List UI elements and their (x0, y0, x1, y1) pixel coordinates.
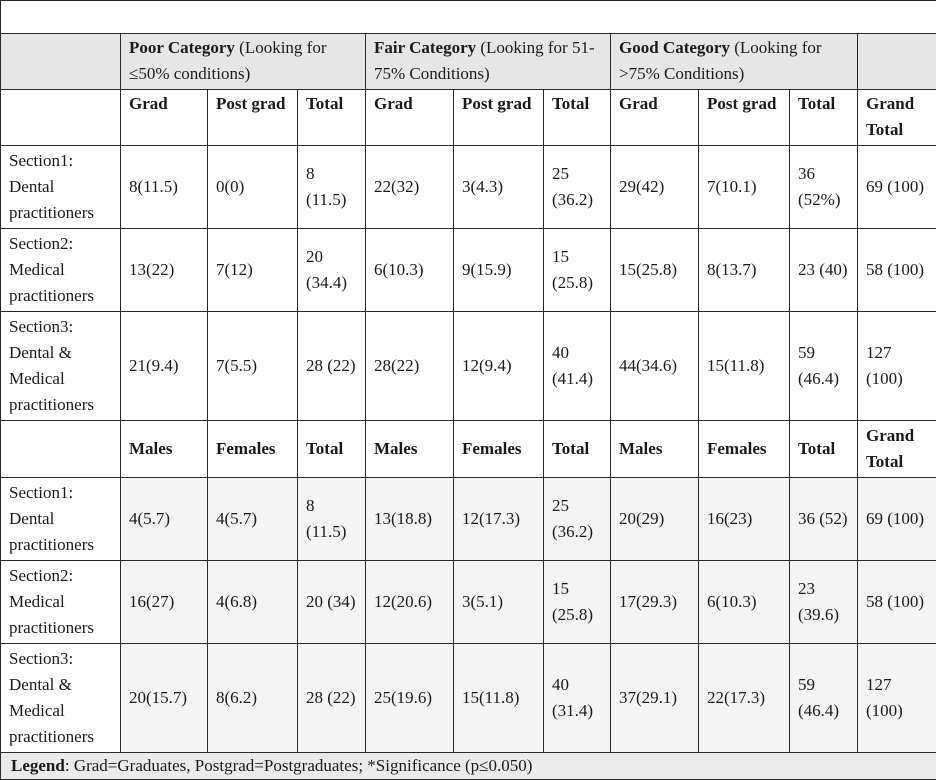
data-cell: 28 (22) (298, 644, 366, 753)
data-cell: 22(32) (366, 146, 454, 229)
col-header-postgrad: Post grad (208, 90, 298, 146)
data-cell: 127 (100) (858, 312, 936, 421)
table-title-row (1, 1, 936, 34)
col-header-females: Females (699, 421, 790, 478)
category-desc: (Looking for >75% Conditions) (619, 38, 822, 83)
data-cell: 3(5.1) (454, 561, 544, 644)
table-row (1, 229, 936, 312)
data-cell: 9(15.9) (454, 229, 544, 312)
data-cell: 13(22) (121, 229, 208, 312)
data-cell: 12(20.6) (366, 561, 454, 644)
col-header-postgrad: Post grad (454, 90, 544, 146)
data-cell: 25 (36.2) (544, 478, 611, 561)
col-header-grad: Grad (121, 90, 208, 146)
category-desc: (Looking for 51-75% Conditions) (374, 38, 595, 83)
table-row (1, 478, 936, 561)
data-cell: 20 (34.4) (298, 229, 366, 312)
empty-corner-cell (1, 34, 121, 90)
col-header-females: Females (208, 421, 298, 478)
data-cell: 7(10.1) (699, 146, 790, 229)
empty-grand-header (858, 34, 936, 90)
col-header-males: Males (611, 421, 699, 478)
data-cell: 28 (22) (298, 312, 366, 421)
col-header-grad: Grad (611, 90, 699, 146)
data-cell: 37(29.1) (611, 644, 699, 753)
data-cell: 36 (52%) (790, 146, 858, 229)
legend-cell (1, 753, 936, 780)
education-subheader-row (1, 90, 936, 146)
data-cell: 4(5.7) (121, 478, 208, 561)
data-cell: 7(12) (208, 229, 298, 312)
data-cell: 23 (40) (790, 229, 858, 312)
data-cell: 40 (31.4) (544, 644, 611, 753)
empty-section-header (1, 90, 121, 146)
data-cell: 4(5.7) (208, 478, 298, 561)
section-label: Section3: Dental & Medical practitioners (1, 312, 121, 421)
category-name: Good Category (619, 38, 730, 57)
col-header-grand-total: Grand Total (858, 90, 936, 146)
category-fair-header (366, 34, 611, 90)
data-cell: 58 (100) (858, 229, 936, 312)
table-row (1, 561, 936, 644)
data-cell: 25(19.6) (366, 644, 454, 753)
category-good-header (611, 34, 858, 90)
data-cell: 44(34.6) (611, 312, 699, 421)
section-label: Section1: Dental practitioners (1, 146, 121, 229)
data-cell: 59 (46.4) (790, 312, 858, 421)
data-cell: 21(9.4) (121, 312, 208, 421)
legend-text: : Grad=Graduates, Postgrad=Postgraduates; *Significance (p≤0.050) (65, 756, 533, 775)
data-cell: 17(29.3) (611, 561, 699, 644)
section-label: Section2: Medical practitioners (1, 561, 121, 644)
col-header-males: Males (366, 421, 454, 478)
legend-row (1, 753, 936, 780)
data-cell: 22(17.3) (699, 644, 790, 753)
data-cell: 3(4.3) (454, 146, 544, 229)
data-cell: 8(13.7) (699, 229, 790, 312)
data-cell: 12(17.3) (454, 478, 544, 561)
col-header-grad: Grad (366, 90, 454, 146)
legend-label: Legend (11, 756, 65, 775)
data-cell: 20(15.7) (121, 644, 208, 753)
gender-subheader-row (1, 421, 936, 478)
data-cell: 8(6.2) (208, 644, 298, 753)
table-row (1, 312, 936, 421)
data-cell: 12(9.4) (454, 312, 544, 421)
col-header-females: Females (454, 421, 544, 478)
data-cell: 36 (52) (790, 478, 858, 561)
data-cell: 0(0) (208, 146, 298, 229)
data-cell: 58 (100) (858, 561, 936, 644)
data-cell: 15 (25.8) (544, 229, 611, 312)
col-header-total: Total (790, 421, 858, 478)
col-header-total: Total (298, 90, 366, 146)
data-cell: 16(23) (699, 478, 790, 561)
section-label: Section2: Medical practitioners (1, 229, 121, 312)
table-row (1, 644, 936, 753)
col-header-total: Total (544, 90, 611, 146)
section-label: Section1: Dental practitioners (1, 478, 121, 561)
data-cell: 15(11.8) (454, 644, 544, 753)
data-cell: 15(25.8) (611, 229, 699, 312)
data-cell: 6(10.3) (699, 561, 790, 644)
category-name: Poor Category (129, 38, 235, 57)
data-cell: 15 (25.8) (544, 561, 611, 644)
data-cell: 15(11.8) (699, 312, 790, 421)
data-cell: 69 (100) (858, 146, 936, 229)
data-cell: 59 (46.4) (790, 644, 858, 753)
category-header-row (1, 34, 936, 90)
category-name: Fair Category (374, 38, 476, 57)
col-header-grand-total: Grand Total (858, 421, 936, 478)
col-header-total: Total (298, 421, 366, 478)
category-poor-header (121, 34, 366, 90)
data-cell: 13(18.8) (366, 478, 454, 561)
data-cell: 28(22) (366, 312, 454, 421)
section-label: Section3: Dental & Medical practitioners (1, 644, 121, 753)
data-cell: 8(11.5) (121, 146, 208, 229)
data-cell: 29(42) (611, 146, 699, 229)
category-desc: (Looking for ≤50% conditions) (129, 38, 327, 83)
col-header-males: Males (121, 421, 208, 478)
data-cell: 8 (11.5) (298, 478, 366, 561)
data-cell: 7(5.5) (208, 312, 298, 421)
col-header-postgrad: Post grad (699, 90, 790, 146)
table-title-cell (1, 1, 936, 34)
data-cell: 127 (100) (858, 644, 936, 753)
table-row (1, 146, 936, 229)
data-cell: 6(10.3) (366, 229, 454, 312)
data-cell: 40 (41.4) (544, 312, 611, 421)
data-cell: 69 (100) (858, 478, 936, 561)
data-cell: 20(29) (611, 478, 699, 561)
data-cell: 23 (39.6) (790, 561, 858, 644)
data-cell: 4(6.8) (208, 561, 298, 644)
col-header-total: Total (790, 90, 858, 146)
data-cell: 8 (11.5) (298, 146, 366, 229)
data-cell: 25 (36.2) (544, 146, 611, 229)
col-header-total: Total (544, 421, 611, 478)
data-cell: 16(27) (121, 561, 208, 644)
data-cell: 20 (34) (298, 561, 366, 644)
empty-section-header (1, 421, 121, 478)
